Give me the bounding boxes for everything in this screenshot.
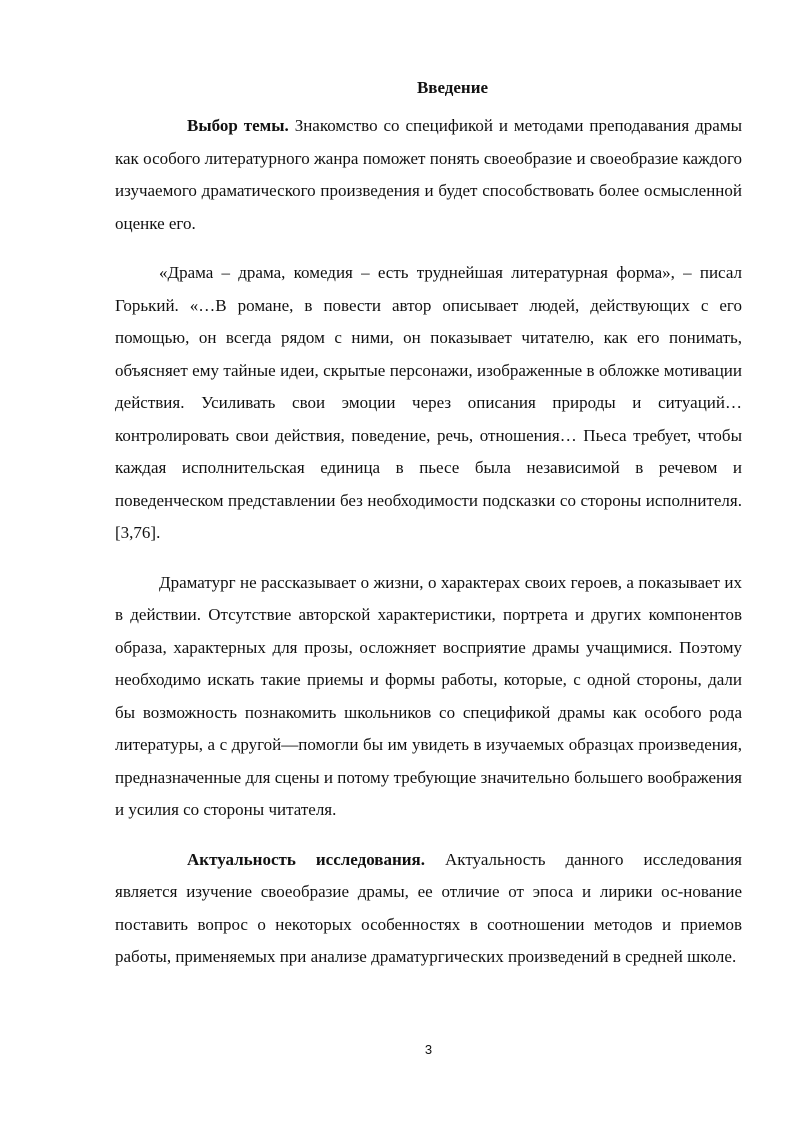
- document-title: Введение: [416, 78, 489, 97]
- document-page: [115, 72, 742, 991]
- paragraph-lead: Актуальность исследования.: [187, 849, 425, 869]
- paragraph-relevance: [115, 844, 742, 974]
- page-number: 3: [424, 1042, 433, 1057]
- paragraph-topic-choice: [115, 110, 742, 240]
- paragraph-text: Драматург не рассказывает о жизни, о характерах своих героев, а показывает их в действии. Отсутствие авторской характеристики, портрета и других компонентов образа, характерных для прозы, осложняет восприятие драмы учащимися. Поэтому необходимо искать такие приемы и формы работы, которые, с одной стороны, дали бы возможность познакомить школьников со спецификой драмы как особого рода литературы, а с другой—помогли бы им увидеть в изучаемых образцах произведения, предназначенные для сцены и потому требующие значительно большего воображения и усилия со стороны читателя.: [115, 572, 742, 819]
- paragraph-text: Знакомство со спецификой и методами преподавания драмы как особого литературного жанра поможет понять своеобразие и своеобразие каждого изучаемого драматического произведения и будет способствовать более осмысленной оценке его.: [115, 116, 742, 233]
- paragraph-lead: Выбор темы.: [187, 116, 289, 135]
- paragraph-text: «Драма – драма, комедия – есть труднейшая литературная форма», – писал Горький. «…В романе, в повести автор описывает людей, действующих с его помощью, он всегда рядом с ними, он показывает читателю, как его понимать, объясняет ему тайные идеи, скрытые персонажи, изображенные в обложке мотивации действия. Усиливать свои эмоции через описания природы и ситуаций… контролировать свои действия, поведение, речь, отношения… Пьеса требует, чтобы каждая исполнительская единица в пьесе была независимой в речевом и поведенческом представлении без необходимости подсказки со стороны исполнителя.[3,76].: [115, 263, 742, 542]
- paragraph-dramatist: [115, 567, 742, 827]
- paragraph-gorky-quote: [115, 257, 742, 550]
- paragraph-text: Актуальность данного исследования является изучение своеобразие драмы, ее отличие от эпоса и лирики ос-нование поставить вопрос о некоторых особенностях в соотношении методов и приемов работы, применяемых при анализе драматургических произведений в средней школе.: [115, 849, 742, 966]
